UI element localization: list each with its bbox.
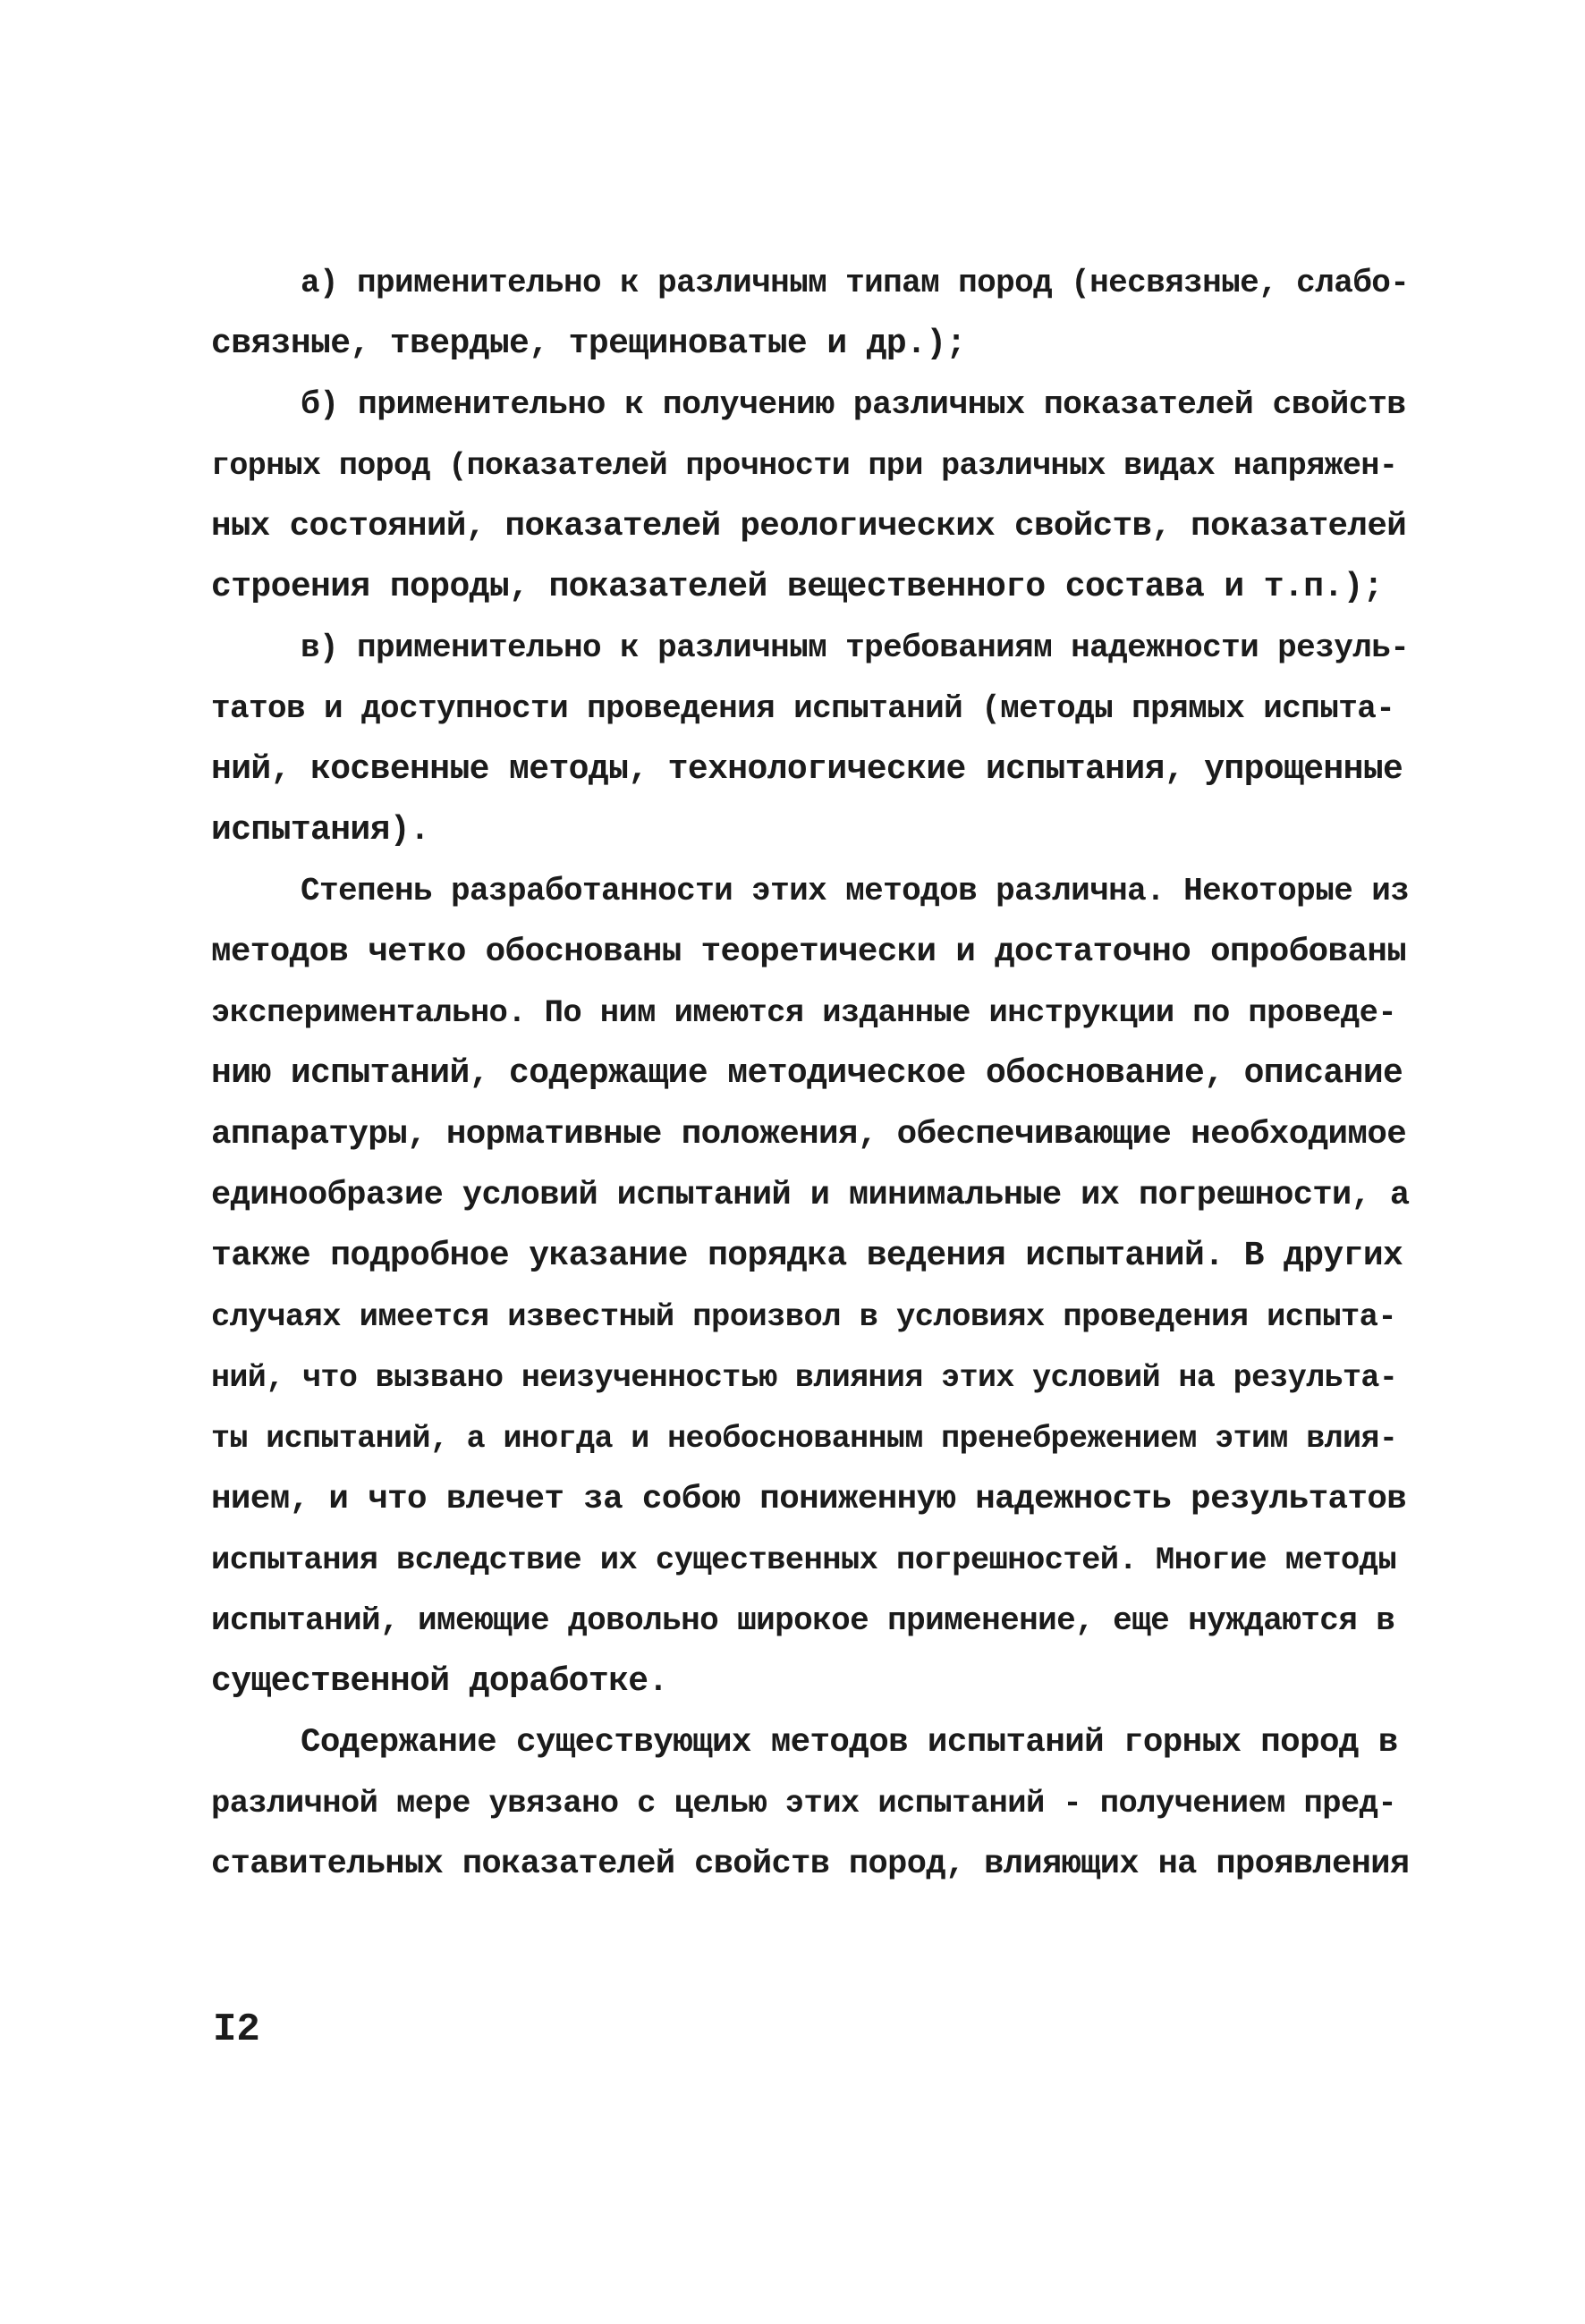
text-line: различной мере увязано с целью этих испытаний - получением пред- [211,1785,1397,1821]
text-line: аппаратуры, нормативные положения, обеспечивающие необходимое [211,1116,1407,1154]
text-line: случаях имеется известный произвол в условиях проведения испыта- [211,1298,1397,1335]
text-line: также подробное указание порядка ведения испытаний. В других [211,1237,1403,1275]
text-line: существенной доработке. [211,1662,668,1701]
page-number: I2 [213,2007,260,2052]
text-line: связные, твердые, трещиноватые и др.); [211,325,966,363]
text-line: татов и доступности проведения испытаний (методы прямых испыта- [211,690,1395,727]
text-line: методов четко обоснованы теоретически и достаточно опробованы [211,934,1407,971]
text-line: ставительных показателей свойств пород, влияющих на проявления [211,1846,1410,1883]
text-line: испытаний, имеющие довольно широкое применение, еще нуждаются в [211,1602,1395,1639]
text-line: нию испытаний, содержащие методическое обоснование, описание [211,1054,1403,1093]
text-line: единообразие условий испытаний и минимальные их погрешности, а [211,1177,1410,1214]
text-line: б) применительно к получению различных показателей свойств [301,386,1406,423]
text-line: испытания). [211,811,430,849]
text-line: а) применительно к различным типам пород (несвязные, слабо- [301,265,1410,301]
text-line: ний, что вызвано неизученностью влияния этих условий на результа- [211,1360,1398,1396]
text-line: Содержание существующих методов испытаний горных пород в [301,1724,1398,1762]
text-line: ных состояний, показателей реологических свойств, показателей [211,508,1407,545]
text-line: строения породы, показателей вещественного состава и т.п.); [211,568,1384,606]
text-line: ты испытаний, а иногда и необоснованным пренебрежением этим влия- [211,1421,1398,1457]
text-line: ний, косвенные методы, технологические испытания, упрощенные [211,750,1403,789]
text-line: испытания вследствие их существенных погрешностей. Многие методы [211,1542,1397,1578]
text-line: в) применительно к различным требованиям надежности резуль- [301,630,1410,666]
text-line: Степень разработанности этих методов различна. Некоторые из [301,873,1410,909]
text-line: нием, и что влечет за собою пониженную надежность результатов [211,1481,1407,1518]
body-text [211,253,1410,1895]
text-line: горных пород (показателей прочности при различных видах напряжен- [211,448,1398,484]
text-line: экспериментально. По ним имеются изданные инструкции по проведе- [211,994,1397,1031]
